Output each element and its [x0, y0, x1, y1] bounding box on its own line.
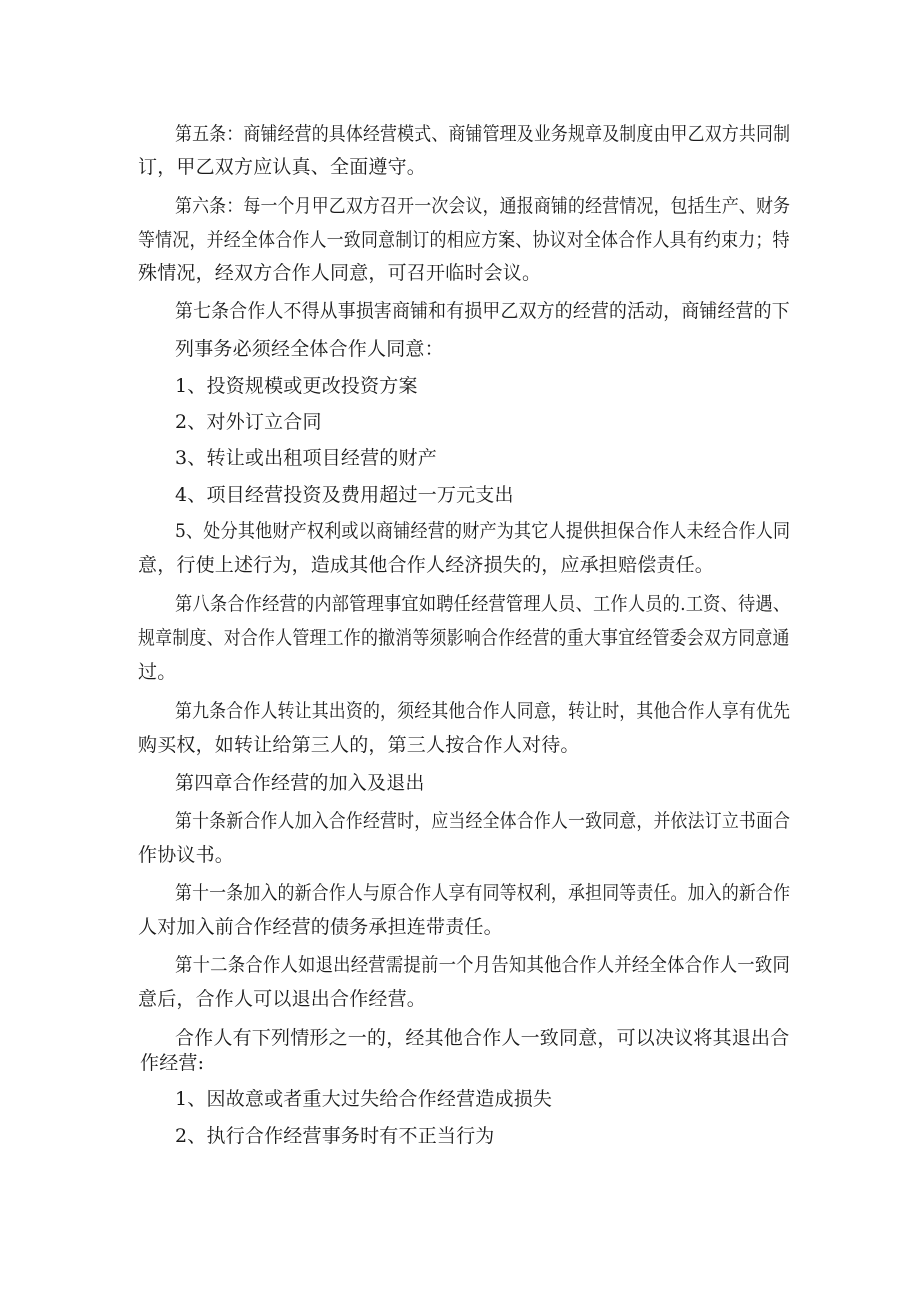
- chapter-heading: 第四章合作经营的加入及退出: [175, 772, 425, 794]
- text-line: 合作人有下列情形之一的，经其他合作人一致同意，可以决议将其退出合: [175, 1027, 790, 1049]
- list-item: 1、因故意或者重大过失给合作经营造成损失: [175, 1088, 553, 1110]
- list-item: 2、对外订立合同: [175, 411, 322, 433]
- text-line: 第五条：商铺经营的具体经营模式、商铺管理及业务规章及制度由甲乙双方共同制: [175, 123, 791, 145]
- text-line: 作协议书。: [138, 844, 235, 866]
- text-line: 人对加入前合作经营的债务承担连带责任。: [138, 916, 503, 938]
- text-line: 订，甲乙双方应认真、全面遵守。: [138, 156, 427, 178]
- list-item: 3、转让或出租项目经营的财产: [175, 447, 437, 469]
- text-line: 过。: [138, 661, 177, 683]
- text-line: 第八条合作经营的内部管理事宜如聘任经营管理人员、工作人员的.工资、待遇、: [175, 593, 791, 615]
- text-line: 第七条合作人不得从事损害商铺和有损甲乙双方的经营的活动，商铺经营的下: [175, 300, 790, 322]
- text-line: 意后，合作人可以退出合作经营。: [138, 988, 427, 1010]
- text-line: 第十一条加入的新合作人与原合作人享有同等权利，承担同等责任。加入的新合作: [175, 882, 791, 904]
- text-line: 等情况，并经全体合作人一致同意制订的相应方案、协议对全体合作人具有约束力；特: [138, 229, 790, 251]
- list-item: 2、执行合作经营事务时有不正当行为: [175, 1125, 495, 1147]
- text-line: 第六条：每一个月甲乙双方召开一次会议，通报商铺的经营情况，包括生产、财务: [175, 195, 791, 217]
- list-item: 5、处分其他财产权利或以商铺经营的财产为其它人提供担保合作人未经合作人同: [175, 520, 791, 542]
- list-item: 4、项目经营投资及费用超过一万元支出: [175, 484, 514, 506]
- text-line: 作经营:: [140, 1052, 205, 1074]
- text-line: 第十条新合作人加入合作经营时，应当经全体合作人一致同意，并依法订立书面合: [175, 810, 791, 832]
- text-line: 殊情况，经双方合作人同意，可召开临时会议。: [138, 262, 542, 284]
- list-item: 1、投资规模或更改投资方案: [175, 375, 418, 397]
- text-line: 意，行使上述行为，造成其他合作人经济损失的，应承担赔偿责任。: [138, 554, 715, 576]
- text-line: 规章制度、对合作人管理工作的撤消等须影响合作经营的重大事宜经管委会双方同意通: [138, 627, 790, 649]
- text-line: 第十二条合作人如退出经营需提前一个月告知其他合作人并经全体合作人一致同: [175, 954, 791, 976]
- text-line: 购买权，如转让给第三人的，第三人按合作人对待。: [138, 734, 580, 756]
- text-line: 第九条合作人转让其出资的，须经其他合作人同意，转让时，其他合作人享有优先: [175, 700, 791, 722]
- text-line: 列事务必须经全体合作人同意：: [175, 338, 444, 360]
